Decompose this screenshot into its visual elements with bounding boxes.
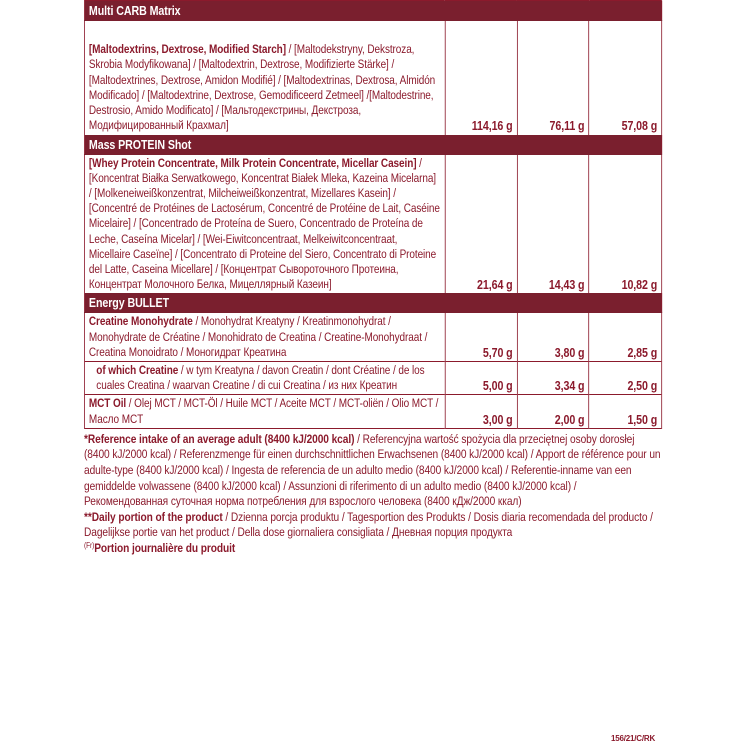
table-row [84, 395, 661, 428]
value-cell: 10,82 g [589, 154, 662, 293]
value-cell: 3,34 g [517, 361, 589, 394]
ingredient-cell: [Maltodextrins, Dextrose, Modified Starch] / [Maltodekstryny, Dekstroza, Skrobia Modyfikowana] / [Maltodextrin, Dextrose, Modifizierte Stärke] / [Maltodextrines, Dextrose, Amidon Modifié] / [Maltodextrinas, Dextrosa, Almidón Modificado] / [Maltodextrine, Dextrose, Gemodificeerd Zetmeel] /[Maltodestrine, Destrosio, Amido Modificato] / [Мальтодекстрины, Декстроза, Модифицированный Крахмал] [84, 21, 444, 135]
label-code: 156/21/C/RK [611, 734, 656, 743]
value-cell: 2,85 g [589, 313, 662, 362]
ingredient-cell: MCT Oil / Olej MCT / MCT-Öl / Huile MCT / Aceite MCT / MCT-oliën / Olio MCT / Масло MCT [84, 395, 444, 428]
value-cell: 57,08 g [589, 21, 662, 135]
composition-table [84, 0, 662, 429]
value-cell: 3,80 g [517, 313, 589, 362]
value-cell: 2,50 g [589, 361, 662, 394]
value-cell: 5,70 g [445, 313, 517, 362]
reference-intake-note: *Reference intake of an average adult (8400 kJ/2000 kcal) / Referencyjna wartość spożycia dla przeciętnej osoby dorosłej (8400 kJ/2000 kcal) / Referenzmenge für einen durchschnittlichen Erwachsenen (8400 kJ/2000 kcal) / Apport de référence pour un adulte-type (8400 kJ/2000 kcal) / Ingesta de referencia de un adulto medio (8400 kJ/2000 kcal) / Referentie-inname van een gemiddelde volwassene (8400 kJ/2000 kcal) / Assunzioni di riferimento di un adulto medio (8400 kJ/2000 kcal) / Рекомендованная суточная норма потребления для взрослого человека (8400 кДж/2000 ккал) [84, 431, 661, 509]
daily-portion-fr-note: $^{(Fr)}$Portion journalière du produit [84, 540, 236, 555]
table-row [84, 313, 661, 362]
section-header-energy-bullet: Energy BULLET [84, 293, 661, 313]
ingredient-cell: Creatine Monohydrate / Monohydrat Kreatyny / Kreatinmonohydrat / Monohydrate de Créatine / Monohidrato de Creatina / Creatine-Monohydraat / Creatina Monoidrato / Моногидрат Креатина [84, 313, 444, 362]
ingredient-cell: [Whey Protein Concentrate, Milk Protein Concentrate, Micellar Casein] / [Koncentrat Białka Serwatkowego, Koncentrat Białek Mleka, Kazeina Micelarna] / [Molkeneiweißkonzentrat, Milcheiweißkonzentrat, Mizellares Kasein] / [Concentré de Protéines de Lactosérum, Concentré de Protéine de Lait, Caséine Micelaire] / [Concentrado de Proteína de Suero, Concentrado de Proteína de Leche, Caseína Micelar] / [Wei-Eiwitconcentraat, Melkeiwitconcentraat, Micellaire Caseïne] / [Concentrato di Proteine del Siero, Concentrato di Proteine del Latte, Caseina Micellare] / [Концентрат Сывороточного Протеина, Концентрат Молочного Белка, Мицеллярный Казеин] [84, 154, 444, 293]
value-cell: 114,16 g [445, 21, 517, 135]
value-cell: 5,00 g [445, 361, 517, 394]
value-cell: 21,64 g [445, 154, 517, 293]
value-cell: 3,00 g [445, 395, 517, 428]
value-cell: 76,11 g [517, 21, 589, 135]
value-cell: 1,50 g [589, 395, 662, 428]
section-header-multi-carb: Multi CARB Matrix [84, 1, 661, 21]
ingredient-cell: of which Creatine / w tym Kreatyna / davon Creatin / dont Créatine / de los cuales Creatina / waarvan Creatine / di cui Creatina / из них Креатин [84, 361, 444, 394]
value-cell: 14,43 g [517, 154, 589, 293]
daily-portion-note: **Daily portion of the product / Dzienna porcja produktu / Tagesportion des Produkts / Dosis diaria recomendada del producto / Dagelijkse portie van het product / Della dose giornaliera consigliata / Дневная порция продукта [84, 509, 653, 540]
table-row [84, 154, 661, 293]
table-row [84, 21, 661, 135]
table-row [84, 361, 661, 394]
value-cell: 2,00 g [517, 395, 589, 428]
nutrition-label [84, 0, 661, 557]
section-header-mass-protein: Mass PROTEIN Shot [84, 135, 661, 155]
footnotes [84, 432, 662, 557]
